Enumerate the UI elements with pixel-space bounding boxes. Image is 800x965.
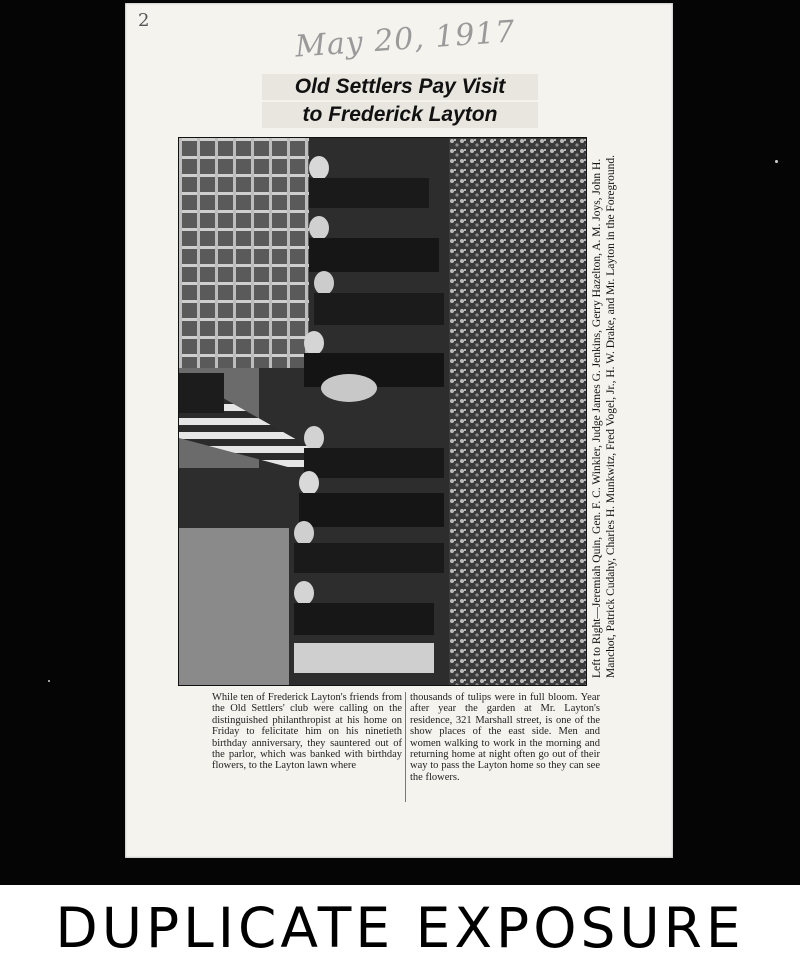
tulip-bed — [449, 138, 586, 685]
photo-image — [179, 138, 586, 685]
porch-steps — [179, 528, 289, 685]
photo-caption — [586, 137, 646, 684]
group-photograph — [178, 137, 587, 686]
flag-canton — [179, 373, 224, 413]
article-column-1: While ten of Frederick Layton's friends from the Old Settlers' club were calling on the distinguished philanthropist at his home on Friday to felicitate him on his ninetieth birthday anniversary, they sauntered out of the parlor, which was banked with birthday flowers, to the Layton lawn where — [212, 692, 402, 772]
dust-speck — [775, 160, 778, 163]
headline — [262, 72, 538, 130]
duplicate-exposure-stamp: DUPLICATE EXPOSURE — [55, 896, 745, 960]
headline-line-2: to Frederick Layton — [262, 102, 538, 128]
dust-speck — [48, 680, 50, 682]
column-divider — [405, 692, 406, 802]
handwritten-date: May 20, 1917 — [294, 14, 517, 65]
photo-caption-text: Left to Right—Jeremiah Quin, Gen. F. C. Winkler, Judge James G. Jenkins, Gerry Hazelton, A. M. Joys, John H. Manchot, Patrick Cudahy, Charles H. Munkwitz, Fred Vogel, Jr., H. W. Drake, and Mr. Layton in the Foreground. — [591, 155, 617, 678]
porch-lattice — [179, 138, 309, 368]
page-number: 2 — [138, 10, 150, 31]
article-column-2: thousands of tulips were in full bloom. Year after year the garden at Mr. Layton's residence, 321 Marshall street, is one of the show places of the east side. Men and women walking to work in the morning and returning home at night often go out of their way to pass the Layton home so they can see the flowers. — [410, 692, 600, 783]
headline-line-1: Old Settlers Pay Visit — [262, 74, 538, 100]
